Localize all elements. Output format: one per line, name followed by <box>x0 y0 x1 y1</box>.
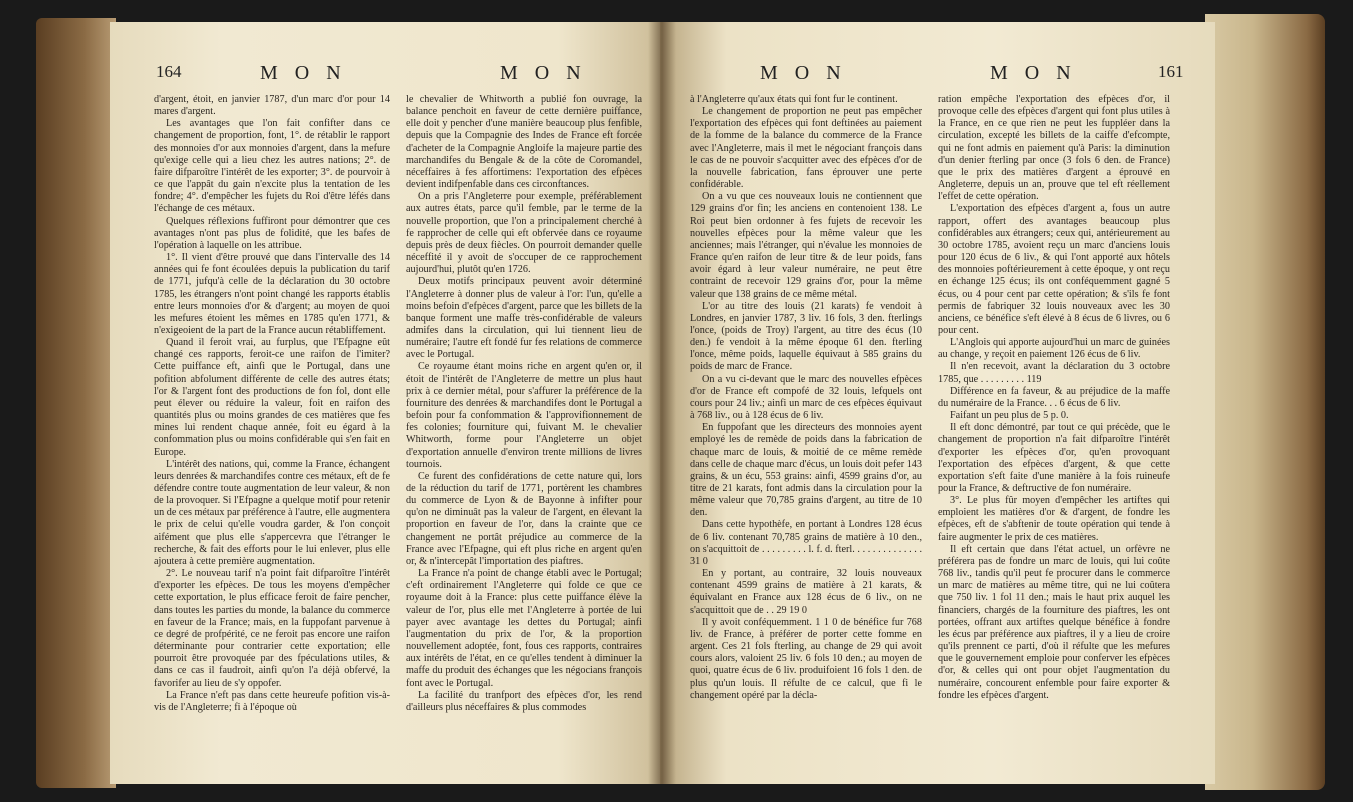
paragraph: Deux motifs principaux peuvent avoir déterminé l'Angleterre à donner plus de valeur à l'or: l'un, qu'elle a moins befoin d'efpèces d'argent, parce que les billets de la banque forment une maffe très-confidérable de valeurs admifes dans la circulation, qui lui tiennent lieu de numéraire; l'autre eft fondé fur fes relations de commerce avec le Portugal. <box>406 276 642 361</box>
paragraph: Il n'en recevoit, avant la déclaration du 3 octobre 1785, que . . . . . . . . . 119 <box>938 361 1170 385</box>
right-page-block-edge <box>1205 14 1325 790</box>
paragraph: La facilité du tranfport des efpèces d'or, les rend d'ailleurs plus néceffaires & plus commodes <box>406 689 642 713</box>
paragraph: Il y avoit conféquemment. 1 1 0 de bénéfice fur 768 liv. de France, à préférer de porter cette fomme en argent. Ces 21 fols fterling, au change de 29 qui avoit cours alors, valoient 25 liv. 6 fols 10 den.; au moyen de quoi, quatre écus de 6 liv. produifoient 16 fols 1 den. de plus qu'un louis. Il réfulte de ce calcul, que fi le changement opéré par la décla- <box>690 616 922 701</box>
paragraph: On a pris l'Angleterre pour exemple, préférablement aux autres états, parce qu'il femble, par le terme de la nouvelle proportion, que l'on a principalement cherché à fe rapprocher de celle qui eft obfervée dans ce royaume depuis près de deux fiècles. On pourroit demander quelle néceffité il y avoit de s'occuper de ce rapprochement aujourd'hui, plutôt qu'en 1726. <box>406 191 642 276</box>
paragraph: Il eft donc démontré, par tout ce qui précède, que le changement de proportion n'a fait difparoître l'intérêt d'exporter les efpèces d'or, qu'en provoquant l'exportation des efpèces d'argent, & que cette exportation s'eft faite d'une manière à la fois ruineufe pour la France, & deftructive de fon numéraire. <box>938 422 1170 494</box>
paragraph: Ce royaume étant moins riche en argent qu'en or, il étoit de l'intérêt de l'Angleterre de mettre un plus haut prix à ce dernier métal, pour s'affurer la préférence de la fourniture des denrées & marchandifes dont le Portugal a befoin pour fa confommation & l'approvifionnement de fes colonies; fourniture qui, fuivant M. le chevalier Whitworth, forme pour l'Angleterre un objet d'exportation annuelle d'environ trente millions de livres tournois. <box>406 361 642 470</box>
right-column-2 <box>938 94 1170 784</box>
paragraph: Faifant un peu plus de 5 p. 0. <box>950 410 1069 422</box>
paragraph: Différence en fa faveur, & au préjudice de la maffe du numéraire de la France. . . 6 écus de 6 liv. <box>938 385 1170 409</box>
paragraph: à l'Angleterre qu'aux états qui font fur le continent. <box>690 94 898 105</box>
left-page <box>110 22 670 784</box>
left-running-head-1: M O N <box>260 62 347 84</box>
paragraph: On a vu ci-devant que le marc des nouvelles efpèces d'or de France eft compofé de 32 louis, lefquels ont cours pour 24 liv.; ainfi un marc de ces efpèces équivaut à 768 liv., ou à 128 écus de 6 liv. <box>690 373 922 422</box>
paragraph: 2°. Le nouveau tarif n'a point fait difparoître l'intérêt d'exporter les efpèces. De tous les moyens d'empêcher cette exportation, le plus efficace feroit de faire pencher, dans toutes les parties du monde, la balance du commerce en faveur de la France; mais, en la fuppofant parvenue à ce degré de profpérité, ce ne feroit pas encore une raifon déterminante pour contrarier cette exportation; elle pourroit être provoquée par des fpéculations utiles, & dans ce cas il faudroit, ainfi qu'on l'a déjà obfervé, la favorifer au lieu de s'y oppofer. <box>154 568 390 689</box>
paragraph: Les avantages que l'on fait confifter dans ce changement de proportion, font, 1°. de rétablir le rapport des monnoies d'or aux monnoies d'argent, dans la mefure qu'exige celle qui a lieu chez les autres nations; 2°. de faire difparoître l'intérêt de les exporter; 3°. de pourvoir à ce que l'appât du gain n'excite plus la tentation de les fondre; 4°. d'empêcher les fujets du Roi d'être léfés dans l'échange de ces métaux. <box>154 118 390 215</box>
paragraph: La France n'a point de change établi avec le Portugal; c'eft ordinairement l'Angleterre qui folde ce que ce royaume doit à la France: plus cette puiffance élève la valeur de l'or, plus elle met l'Angleterre à portée de lui payer avec avantage les dettes du Portugal; ainfi l'augmentation du prix de l'or, & la proportion nouvellement adoptée, font, fous ces rapports, contraires aux intérêts de l'état, en ce qu'elles tendent à diminuer la maffe du produit des échanges que les négocians françois font avec le Portugal. <box>406 568 642 689</box>
paragraph: Quand il feroit vrai, au furplus, que l'Efpagne eût changé ces rapports, feroit-ce une raifon de l'imiter? Cette puiffance eft, ainfi que le Portugal, dans une pofition abfolument différente de celle des autres états; l'or & l'argent font des productions de fon fol, dont elle peut élever ou réduire la valeur, foit en raifon des quantités plus ou moins grandes de ces matières que fes mines lui rendent chaque année, foit eu égard à la confommation plus ou moins confidérable qui s'en fait en Europe. <box>154 337 390 458</box>
paragraph: L'exportation des efpèces d'argent a, fous un autre rapport, offert des avantages beaucoup plus confidérables aux étrangers; ceux qui, antérieurement au 30 octobre 1785, avoient reçu un marc d'anciens louis pour 120 écus de 6 liv., & qui l'ont apporté aux hôtels des monnoies poftérieurement à cette époque, y ont reçu en échange 125 écus; ils ont conféquemment gagné 5 écus, ou 4 pour cent par cette opération; & s'ils fe font permis de fabriquer 32 louis nouveaux avec les 30 anciens, ce bénéfice s'eft élevé à 8 écus de 6 livres, ou 6 pour cent. <box>938 203 1170 336</box>
left-column-1 <box>154 94 390 784</box>
left-column-2 <box>406 94 642 784</box>
right-column-1 <box>690 94 922 784</box>
right-running-head-1: M O N <box>760 62 847 84</box>
paragraph: L'intérêt des nations, qui, comme la France, échangent leurs denrées & marchandifes contre ces métaux, eft de fe défendre contre toute augmentation de leur valeur, & non de la provoquer. Si l'Efpagne a quelque motif pour retenir un de ces métaux par préférence à l'autre, elle augmentera le prix de celui qu'elle voudra garder, & l'on conçoit aifément que plus elle s'appercevra que l'étranger le recherche, & fait des efforts pour le lui enlever, plus elle ajoutera à cette première augmentation. <box>154 458 390 567</box>
paragraph: 3°. Le plus fûr moyen d'empêcher les artiftes qui emploient les matières d'or & d'argent, de fondre les efpèces, eft de s'abftenir de toute opération qui tende à faire augmenter le prix de ces matières. <box>938 495 1170 543</box>
paragraph: ration empêche l'exportation des efpèces d'or, il provoque celle des efpèces d'argent qui font plus utiles à la France, en ce que rien ne peut les fuppléer dans la circulation, excepté les billets de la caiffe d'efcompte, qui ne font admis en paiement qu'à Paris: la diminution d'un denier fterling par once (3 fols 6 den. de France) que le prix des matières d'argent a éprouvé en Angleterre, depuis un an, prouve que tel eft réellement l'effet de cette opération. <box>938 94 1170 203</box>
paragraph: Le changement de proportion ne peut pas empêcher l'exportation des efpèces qui font deftinées au paiement de la fomme de la balance du commerce de la France avec l'Angleterre, mais il met le négociant françois dans le cas de ne pouvoir s'acquitter avec des efpèces d'or de la nouvelle fabrication, fans éprouver une perte confidérable. <box>690 106 922 191</box>
paragraph: 1°. Il vient d'être prouvé que dans l'intervalle des 14 années qui fe font écoulées depuis la publication du tarif de 1771, jufqu'à celle de la déclaration du 30 octobre 1785, les étrangers n'ont point changé les rapports établis entre leurs monnoies d'or & d'argent; au moyen de quoi les mefures étoient les mêmes en 1785 qu'en 1771, & n'exigeoient de la part de la France aucun rétabliffement. <box>154 252 390 336</box>
paragraph: En fuppofant que les directeurs des monnoies ayent employé les de remède de poids dans la fabrication de chaque marc de louis, & moitié de ce même remède dans celle de chaque marc d'écus, un louis doit pefer 143 grains, & un écu, 553 grains: ainfi, 4599 grains d'or, au titre de 21 karats, font admis dans la circulation pour la même valeur que 70,785 grains d'argent, au titre de 10 den. <box>690 422 922 519</box>
paragraph: Il eft certain que dans l'état actuel, un orfèvre ne préférera pas de fondre un marc de louis, qui lui coûte 768 liv., tandis qu'il peut fe procurer dans le commerce un marc de matières au même titre, qui ne lui coûtera que 750 liv. 1 fol 11 den.; mais le haut prix auquel les financiers, chargés de la fourniture des piaftres, les ont portées, offrant aux artiftes quelque bénéfice à fondre les écus par préférence aux piaftres, il y a lieu de croire qu'ils prennent ce parti, d'où il réfulte que les mefures que le gouvernement emploie pour conferver les efpèces d'or, & celles qui ont pour objet l'augmentation du numéraire, concourent enfemble pour faire exporter & fondre les efpèces d'argent. <box>938 543 1170 701</box>
left-page-number: 164 <box>156 62 182 81</box>
paragraph: En y portant, au contraire, 32 louis nouveaux contenant 4599 grains de matière à 21 karats, & équivalant en France aux 128 écus de 6 liv., on ne s'acquittoit que de . . 29 19 0 <box>690 568 922 616</box>
paragraph: L'Anglois qui apporte aujourd'hui un marc de guinées au change, y reçoit en paiement 126 écus de 6 liv. <box>938 337 1170 361</box>
paragraph: Quelques réflexions fuffiront pour démontrer que ces avantages n'ont pas plus de folidité, que les bafes de l'opération à laquelle on les attribue. <box>154 215 390 251</box>
paragraph: Ce furent des confidérations de cette nature qui, lors de la réduction du tarif de 1771, portèrent les chambres du commerce de Lyon & de Bayonne à infifter pour qu'on ne diminuât pas la valeur de l'argent, en élevant la proportion en faveur de l'or, dans la crainte que ce changement ne portât préjudice au commerce de la France avec l'Efpagne, qui eft plus riche en argent qu'en or, & n'intercepât l'importation des piaftres. <box>406 470 642 567</box>
paragraph: La France n'eft pas dans cette heureufe pofition vis-à-vis de l'Angleterre; fi à l'époque où <box>154 689 390 713</box>
left-cover-edge <box>36 18 116 788</box>
left-running-head-2: M O N <box>500 62 587 84</box>
book-gutter <box>648 22 676 784</box>
paragraph: L'or au titre des louis (21 karats) fe vendoit à Londres, en janvier 1787, 3 liv. 16 fols, 3 den. fterlings l'once, (poids de Troy) l'argent, au titre des écus (10 den.) fe vendoit à la même époque 61 den. fterling l'once, même poids, laquelle équivaut à 585 grains du poids de marc de France. <box>690 300 922 373</box>
paragraph: d'argent, étoit, en janvier 1787, d'un marc d'or pour 14 mares d'argent. <box>154 94 390 118</box>
paragraph: On a vu que ces nouveaux louis ne contiennent que 129 grains d'or fin; les anciens en contenoient 138. Le Roi peut bien ordonner à fes fujets de recevoir les nouvelles efpèces pour la même valeur que les anciennes; mais l'étranger, qui n'évalue les monnoies de France qu'en raifon de leur titre & de leur poids, fans avoir égard à leur valeur numéraire, ne peut être contraint de recevoir 129 grains d'or, pour la même valeur que 138 grains de ce même métal. <box>690 191 922 300</box>
paragraph: le chevalier de Whitworth a publié fon ouvrage, la balance penchoit en faveur de cette dernière puiffance, elle doit y pencher d'une manière beaucoup plus fenfible, depuis que la Compagnie des Indes de France eft forcée d'acheter de la Compagnie Angloife la majeure partie des marchandifes du Bengale & de la côte de Coromandel, néceffaires à fes affortimens: l'exportation des efpèces devient indifpenfable dans ces circonftances. <box>406 94 642 191</box>
right-running-head-2: M O N <box>990 62 1077 84</box>
right-page <box>660 22 1215 784</box>
right-page-number: 161 <box>1158 62 1184 81</box>
paragraph: Dans cette hypothèfe, en portant à Londres 128 écus de 6 liv. contenant 70,785 grains de matière à 10 den., on s'acquittoit de . . . . . . . . . l. f. d. fterl. . . . . . . . . . . . . . 31 0 <box>690 519 922 567</box>
